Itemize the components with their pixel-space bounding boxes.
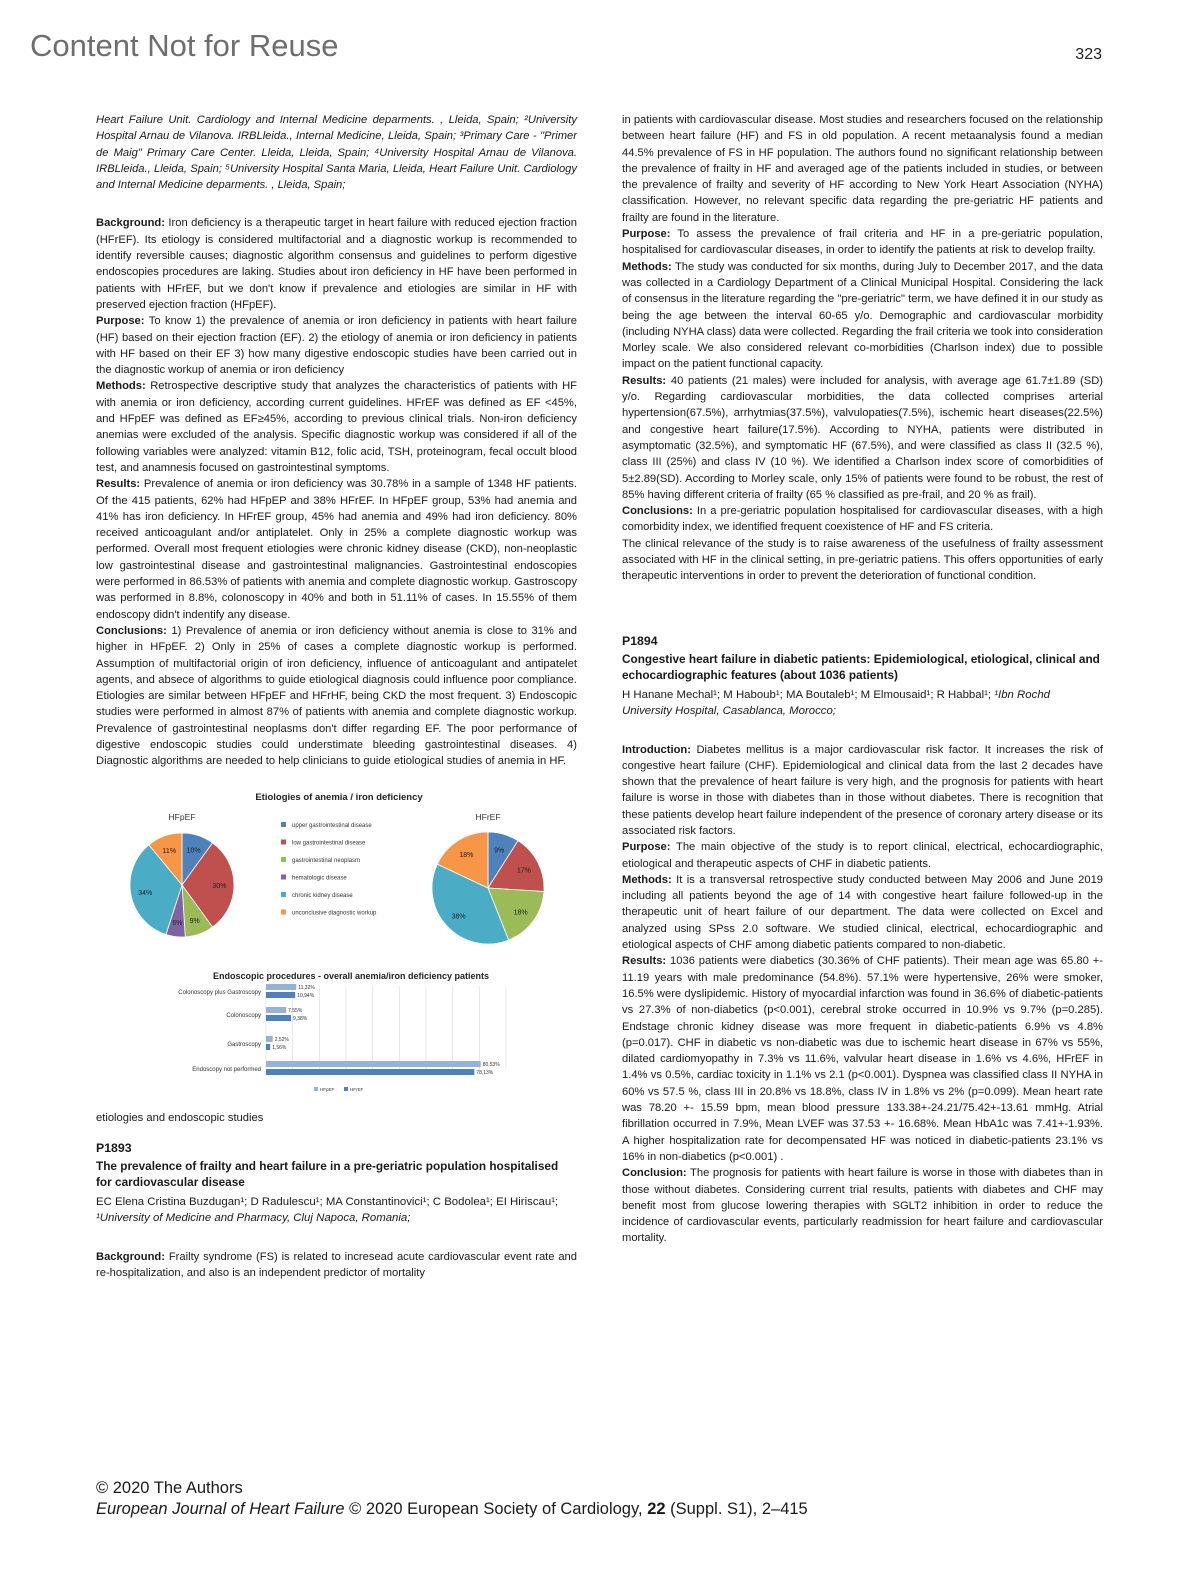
legend-swatch [281,857,286,862]
watermark: Content Not for Reuse [30,28,339,63]
background-section [96,215,577,313]
p1894-results-section [622,953,1103,1165]
methods-label: Methods: [96,380,146,393]
background-text: Iron deficiency is a therapeutic target in heart failure with reduced ejection fraction (HFrEF). Its etiology is considered multifactorial and a diagnostic workup is recommended to identify reversible causes; diagnostic algorithm consensus and guidelines to perform digestive endoscopies procedures are laking. Studies about iron deficiency in HF have been performed in patients with HFrEF, but we don't know if prevalence and etiologies are similar in HF with preserved ejection fraction (HFpEF). [96,217,577,311]
bar-value-label: 11,32% [298,984,315,991]
p1894-conclusion-text: The prognosis for patients with heart failure is worse in those with diabetes than in those without diabetes. Considering current trial results, patients with diabetes and CHF may benefit most from glucose lowering therapies with SGLT2 inhibition in order to reduce the incidence of cardiovascular events, particularly readmission for heart failure and cardiovascular mortality. [622,1167,1104,1245]
legend-label: unconclusive diagnostic workup [292,910,377,917]
legend-label: hematologic disease [292,875,347,882]
results-text: Prevalence of anemia or iron deficiency was 30.78% in a sample of 1348 HF patients. Of the 415 patients, 62% had HFpEP and 38% HFrEF. In HFpEF group, 53% had anemia and 41% has iron deficiency. In HFrEF group, 45% had anemia and 49% had iron deficiency. 80% received anticoagulant and/or antiplatelet. Only in 25% a complete diagnostic workup was performed. Overall most frequent etiologies were chronic kidney disease (CKD), non-neoplastic low gastrointestinal disease and gastrointestinal malignancies. Gastrointestinal endoscopies were performed in 86.53% of patients with anemia and complete diagnostic workup. Gastroscopy was performed in 8.8%, colonoscopy in 40% and both in 51.11% of cases. In 15.55% of them endoscopy didn't indentify any disease. [96,478,577,621]
r-purpose-section [622,226,1103,259]
bar-hfref [266,1044,270,1050]
p1894-methods-label: Methods: [622,873,672,886]
results-section [96,476,577,623]
bar-value-label: 1,56% [272,1044,287,1051]
r-purpose-text: To assess the prevalence of frail criteria and HF in a pre-geriatric population, hospitalised for cardiovascular diseases, in order to identify the patients at risk to develop frailty. [622,228,1104,257]
bar-hfpef [266,1007,286,1013]
right-column [622,112,1103,1247]
abstract-title: The prevalence of frailty and heart failure in a pre-geriatric population hospitalised for cardiovascular disease [96,1159,559,1190]
pie-hfref-subtitle: HFrEF [475,811,501,822]
p1894-conclusion-label: Conclusion: [622,1167,687,1180]
page-number: 323 [1075,46,1102,63]
p1894-purpose-label: Purpose: [622,841,671,854]
author-affiliation: ¹University of Medicine and Pharmacy, Cluj Napoca, Romania; [96,1212,411,1225]
p1894-introduction-section [622,742,1103,840]
journal-name: European Journal of Heart Failure [96,1500,345,1518]
abstract-authors-p1894 [622,687,1103,720]
bar-value-label: 80,53% [482,1061,500,1068]
methods-text: Retrospective descriptive study that analyzes the characteristics of patients with HF with anemia or iron deficiency, according current guidelines. HFrEF was defined as EF <45%, and HFpEF was defined as EF≥45%, according to previous clinical trials. Non-iron deficiency anemias were excluded of the analysis. Specific diagnostic workup was considered if all of the following variables were analyzed: vitamin B12, folic acid, TSH, proteinogram, fecal occult blood test, and anamnesis focused on gastrointestinal symptoms. [96,380,577,474]
abstract-id-p1894: P1894 [622,633,658,648]
legend-swatch [281,822,286,827]
conclusions-label: Conclusions: [96,624,167,637]
pie-hfpef-subtitle: HFpEF [168,811,196,822]
bar-hfpef [266,1061,481,1067]
pie-hfpef-slice-label: 10% [186,846,201,854]
r-methods-label: Methods: [622,260,672,273]
conclusions-section [96,623,577,770]
p1894-purpose-text: The main objective of the study is to report clinical, electrical, echocardiographic, etiological and therapeutic aspects of CHF in diabetic patients. [622,841,1104,870]
pie-hfpef-slice-label: 11% [162,847,177,855]
figure-charts [96,778,577,1104]
r-purpose-label: Purpose: [622,228,671,241]
legend-swatch [281,909,286,914]
r-results-text: 40 patients (21 males) were included for analysis, with average age 61.7±1.89 (SD) y/o. Regarding cardiovascular morbidities, the data collected comprises arterial hypertension(67.5%), arrhytmias(37.5%), valvulopaties(7.5%), ischemic heart diseases(22.5%) and congestive heart failure(17.5%). According to NYHA, patients were distributed in asymptomatic (32.5%), and symptomatic HF (67.5%), and were classified as class II (32.5 %), class III (25%) and class IV (10 %). We identified a Charlson index score of comorbidities of 5±2.89(SD). According to Morley scale, only 15% of patients were found to be robust, the rest of 85% having different criteria of frailty (65 % classified as pre-frail, and 20 % as frail). [622,374,1103,501]
copyright-line: © 2020 The Authors [96,1479,243,1497]
figure [96,778,577,1104]
pie-chart-title: Etiologies of anemia / iron deficiency [255,791,423,803]
p1894-results-label: Results: [622,955,667,968]
p1893-background-section [96,1249,577,1282]
bar-value-label: 78,13% [476,1069,494,1076]
purpose-label: Purpose: [96,315,145,328]
left-column [96,112,577,1281]
r-results-section [622,373,1103,503]
bar-hfref [266,992,295,998]
spacer [622,585,1103,633]
bar-category-label: Gastroscopy [227,1041,261,1048]
abstract-id: P1893 [96,1140,132,1155]
bar-hfpef [266,984,296,990]
bar-legend-swatch [344,1087,348,1091]
bar-legend-label: HFpEF [320,1086,335,1092]
bar-legend-swatch [314,1087,318,1091]
relevance-text: The clinical relevance of the study is to raise awareness of the usefulness of frailty assessment associated with HF in the clinical setting, in pre-geriatric patiens. This offers opportunities of early therapeutic interventions in order to prevent the deterioration of functional condition. [622,537,1103,583]
journal-pages: (Suppl. S1), 2–415 [665,1500,808,1518]
journal-society: © 2020 European Society of Cardiology, [344,1500,648,1518]
pie-hfpef-slice-label: 9% [189,917,200,925]
r-conclusions-label: Conclusions: [622,505,693,518]
pie-hfref-slice-label: 9% [494,846,505,854]
p1893-background-text: Frailty syndrome (FS) is related to incresead acute cardiovascular event rate and re-hospitalization, and also is an independent predictor of mortality [96,1250,577,1280]
p1894-conclusion-section [622,1165,1103,1246]
purpose-section [96,313,577,378]
abstract-authors [96,1194,577,1227]
p1894-introduction-text: Diabetes mellitus is a major cardiovascular risk factor. It increases the risk of congestive heart failure (CHF). Epidemiological and clinical data from the last 2 decades have shown that the prevalence of heart failure is very high, and the prognosis for patients with heart failure is worse in those with diabetes than in those without diabetes. There is recognition that these patients develop heart failure independent of the presence of coronary artery disease or its associated risk factors. [622,743,1103,837]
r-results-label: Results: [622,374,667,387]
pie-hfref-slice-label: 17% [516,867,531,875]
bar-value-label: 2,52% [274,1036,289,1043]
p1893-background-label: Background: [96,1250,165,1263]
author-list-p1894: H Hanane Mechal¹; M Haboub¹; MA Boutaleb¹; M Elmousaid¹; R Habbal¹; [622,688,992,701]
page-footer [96,1478,808,1520]
background-label: Background: [96,217,165,230]
pie-hfref-slice-label: 38% [451,913,466,921]
journal-volume: 22 [647,1500,666,1518]
r-methods-section [622,259,1103,373]
bar-category-label: Colonoscopy [226,1012,261,1019]
pie-hfref-slice-label: 18% [459,851,474,859]
bar-category-label: Endoscopy not performed [192,1066,261,1073]
p1894-results-text: 1036 patients were diabetics (30.36% of CHF patients). Their mean age was 65.80 +- 11.19 years with male predominance (54.8%). 57.1% were hypertensive, 26% were smoker, 16.5% were dyslipidemic. History of myocardial infarction was found in 36.6% of diabetic-patients vs 27.3% of non-diabetics (p<0.001), cerebral stroke occurred in 10.9% vs 9.7% (p=0.285). Endstage chronic kidney disease was more frequent in diabetic-patients 6.9% vs 4.8% (p=0.017). CHF in diabetic vs non-diabetic was due to ischemic heart disease in 67% vs 55%, dilated cardiomyopathy in 7.3% vs 11.6%, valvular heart disease in 1.6% vs 4.6%, HFrEF in 1.4% vs 0.5%, cardiac toxicity in 1.1% vs 2.1 (p<0.001). Dyspnea was classified class II NYHA in 60% vs 57.5 %, class III in 20.8% vs 18.8%, class IV in 1.8% vs 2% (p=0.099). Mean heart rate was 78.20 +- 15.59 bpm, mean blood pressure 133.38+-24.21/75.42+-13.61 mmHg. Atrial fibrillation occurred in 7.9%, Mean LVEF was 37.53 +- 16.68%. Mean HbA1c was 7.41+-1.93%. A higher hospitalization rate for decompensated HF was noticed in diabetic-patients 23.1% vs 16% in non-diabetics (p<0.001) . [622,955,1104,1163]
r-conclusions-text: In a pre-geriatric population hospitalised for cardiovascular diseases, with a high comorbidity index, we identified frequent coexistence of HF and FS criteria. [622,505,1103,534]
bar-hfpef [266,1036,273,1042]
legend-label: low gastrointestinal disease [292,840,366,847]
author-affiliation-p1894: ¹Ibn Rochd University Hospital, Casablanca, Morocco; [622,688,1050,718]
legend-swatch [281,874,286,879]
bar-category-label: Colonoscopy plus Gastroscopy [178,989,261,996]
methods-section [96,378,577,476]
legend-swatch [281,839,286,844]
legend-label: upper gastrointestinal disease [292,822,372,829]
bar-value-label: 10,94% [297,992,315,999]
bar-hfref [266,1015,291,1021]
r-methods-text: The study was conducted for six months, during July to December 2017, and the data was collected in a Cardiology Department of a Clinical Municipal Hospital. Considering the lack of consensus in the literature regarding the "pre-geriatric" term, we have defined it in our study as being the age between the interval 60-65 y/o. Demographic and cardiovascular morbidity (including NYHA class) data were collected. Regarding the frail criteria we took into consideration Morley scale. We also considered relevant co-morbidities (Charlson index) due to possible impact on the patient functional capacity. [622,260,1104,371]
legend-label: chronic kidney disease [292,892,353,899]
affiliation: Heart Failure Unit. Cardiology and Internal Medicine deparments. , Lleida, Spain; ²University Hospital Arnau de Vilanova. IRBLleida., Internal Medicine, Lleida, Spain; ³Primary Care - "Primer de Maig" Primary Care Center. Lleida, Lleida, Spain; ⁴University Hospital Arnau de Vilanova. IRBLleida., Lleida, Spain; ⁵University Hospital Santa Maria, Lleida, Heart Failure Unit. Cardiology and Internal Medicine deparments. , Lleida, Spain; [96,114,577,192]
abstract-title-p1894: Congestive heart failure in diabetic patients: Epidemiological, etiological, clinical and echocardiographic features (about 1036 patients) [622,651,1100,682]
p1894-methods-section [622,872,1103,953]
p1894-methods-text: It is a transversal retrospective study conducted between May 2006 and June 2019 including all patients beyond the age of 14 with congestive heart failure followed-up in the therapeutic unit of heart failure of our department. The data were collected on Excel and analyzed using SPss 2.0 software. We studied clinical, electrical, echocardiographic and etiological aspects of CHF among diabetic patients compared to non-diabetic. [622,873,1104,952]
results-label: Results: [96,478,141,491]
author-list: EC Elena Cristina Buzdugan¹; D Radulescu¹; MA Constantinovici¹; C Bodolea¹; EI Hiriscau¹; [96,1196,559,1209]
pie-hfpef-slice-label: 34% [138,889,153,897]
conclusions-text: 1) Prevalence of anemia or iron deficiency without anemia is close to 31% and higher in HFpEF. 2) Only in 25% of cases a complete diagnostic workup is performed. Assumption of multifactorial origin of iron deficiency, influence of anticoagulant and antipatelet agents, and absece of algorithms to guide etiological diagnosis could influence poor compliance. Etiologies are similar between HFpEF and HFrHF, being CKD the most frequent. 3) Endoscopic studies were performed in almost 87% of patients with anemia and complete diagnostic workup. Prevalence of gastrointestinal neoplasms don't differ regarding EF. The poor performance of digestive endoscopic studies could understimate bleeding gastrointestinal diseases. 4) Diagnostic algorithms are needed to help clinicians to guide etiological studies of anemia in HF. [96,624,578,768]
legend-label: gastrointestinal neoplasm [292,857,361,864]
pie-hfpef-slice-label: 6% [172,919,183,927]
p1894-purpose-section [622,839,1103,872]
p1894-introduction-label: Introduction: [622,743,691,756]
bar-value-label: 9,38% [293,1015,308,1022]
figure-caption: etiologies and endoscopic studies [96,1111,264,1124]
legend-swatch [281,892,286,897]
bar-hfref [266,1069,474,1075]
r-conclusions-section [622,503,1103,536]
bar-value-label: 7,55% [288,1007,303,1014]
bar-chart-title: Endoscopic procedures - overall anemia/iron deficiency patients [212,970,490,981]
journal-line [96,1499,808,1520]
pie-hfpef-slice-label: 30% [212,882,227,890]
continuation-text: in patients with cardiovascular disease. Most studies and researchers focused on the relationship between heart failure (HF) and FS in old population. A recent metaanalysis found a median 44.5% prevalence of FS in HF population. The authors found no significant relationship between the prevalence of frailty in HF and averaged age of the patients included in studies, or between the prevalence of frailty and severity of HF according to New York Heart Association (NYHA) classification. However, no relevant specific data regarding the pre-geriatric HF patients and frailty are found in the literature. [622,114,1103,224]
purpose-text: To know 1) the prevalence of anemia or iron deficiency in patients with heart failure (HF) based on their ejection fraction (EF). 2) the etiology of anemia or iron deficiency in patients with HF based on their EF 3) how many digestive endoscopic studies have been carried out in the diagnostic workup of anemia or iron deficiency [96,315,578,377]
pie-hfref-slice-label: 18% [513,909,528,917]
bar-legend-label: HFrEF [350,1086,364,1092]
